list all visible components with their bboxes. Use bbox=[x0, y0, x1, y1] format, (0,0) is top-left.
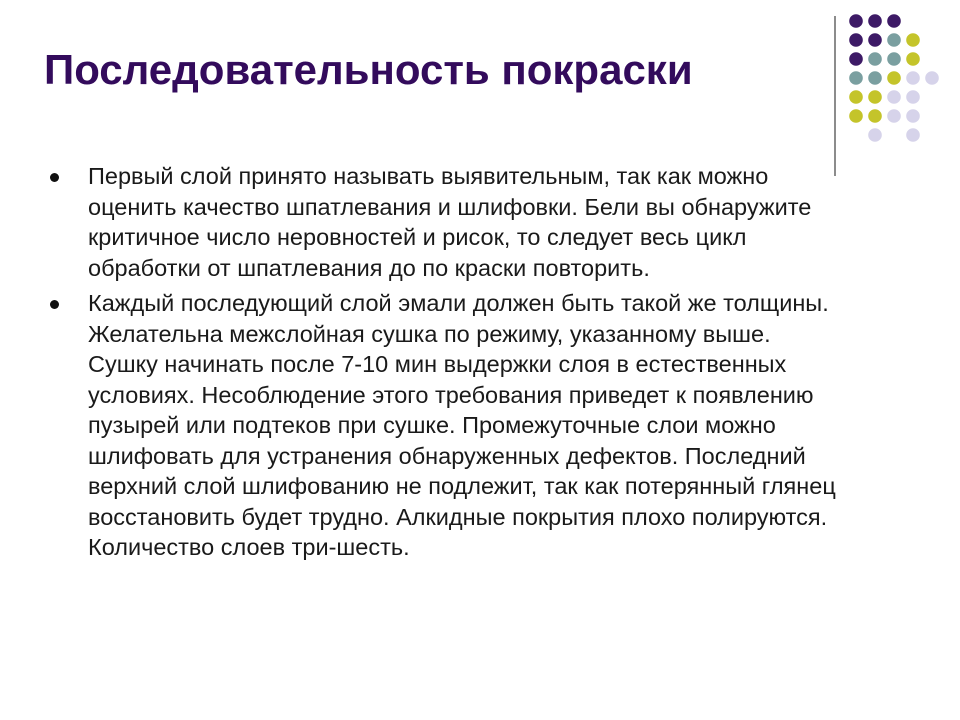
decorative-dot bbox=[868, 128, 882, 142]
decorative-dot bbox=[849, 33, 863, 47]
bullet-item bbox=[44, 288, 844, 563]
decorative-dot bbox=[868, 52, 882, 66]
bullet-dot-icon bbox=[50, 300, 59, 309]
decorative-dot bbox=[887, 14, 901, 28]
decorative-dot bbox=[906, 128, 920, 142]
decorative-dot bbox=[887, 52, 901, 66]
decorative-dot bbox=[887, 109, 901, 123]
decorative-dot bbox=[849, 71, 863, 85]
decorative-divider bbox=[834, 16, 836, 176]
decorative-dot bbox=[868, 33, 882, 47]
decorative-dot bbox=[906, 109, 920, 123]
decorative-dot-grid bbox=[848, 12, 948, 158]
decorative-dot bbox=[868, 14, 882, 28]
decorative-dot bbox=[868, 90, 882, 104]
decorative-dot bbox=[887, 90, 901, 104]
bullet-text: Каждый последующий слой эмали должен быть такой же толщины. Желательна межслойная сушка по режиму, указанному выше. Сушку начинать после 7-10 мин выдержки слоя в естественных условиях. Несоблюдение этого требования приведет к появлению пузырей или подтеков при сушке. Промежуточные слои можно шлифовать для устранения обнаруженных дефектов. Последний верхний слой шлифованию не подлежит, так как потерянный глянец восстановить будет трудно. Алкидные покрытия плохо полируются. Количество слоев три-шесть. bbox=[88, 290, 836, 560]
decorative-dot bbox=[849, 14, 863, 28]
bullet-list bbox=[44, 161, 844, 568]
decorative-dot bbox=[887, 33, 901, 47]
decorative-dot bbox=[906, 52, 920, 66]
decorative-dot bbox=[906, 90, 920, 104]
bullet-text: Первый слой принято называть выявительным, так как можно оценить качество шпатлевания и шлифовки. Бели вы обнаружите критичное число неровностей и рисок, то следует весь цикл обработки от шпатлевания до по краски повторить. bbox=[88, 163, 812, 281]
slide-title: Последовательность покраски bbox=[44, 46, 693, 93]
decorative-dot bbox=[925, 71, 939, 85]
decorative-dot bbox=[868, 109, 882, 123]
decorative-dot bbox=[906, 71, 920, 85]
decorative-dot bbox=[887, 71, 901, 85]
decorative-dot bbox=[906, 33, 920, 47]
decorative-dot bbox=[868, 71, 882, 85]
bullet-dot-icon bbox=[50, 173, 59, 182]
decorative-dot bbox=[849, 109, 863, 123]
decorative-dot bbox=[849, 90, 863, 104]
decorative-dot bbox=[849, 52, 863, 66]
bullet-item bbox=[44, 161, 844, 283]
